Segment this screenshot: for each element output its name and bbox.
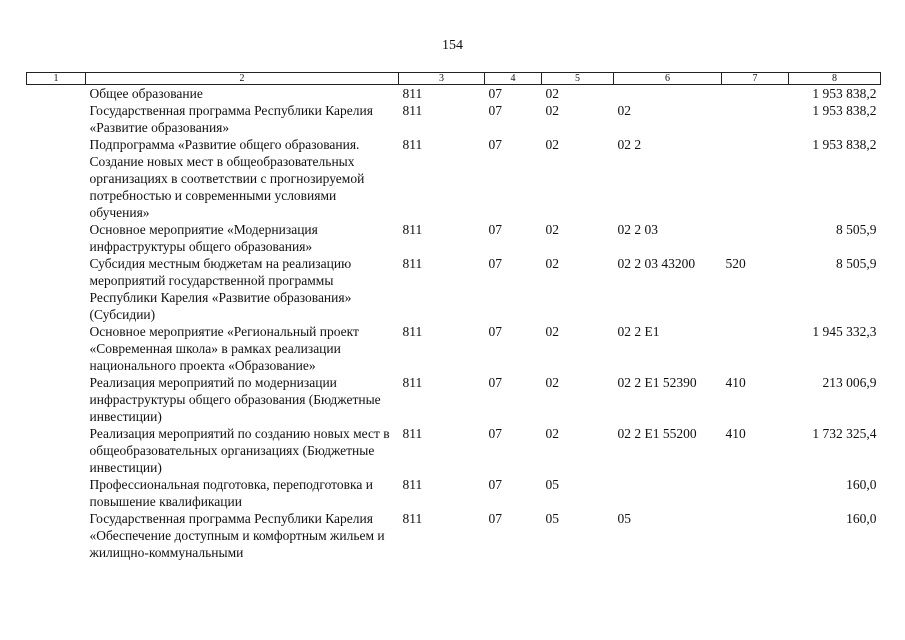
- column-number-header: 7: [722, 73, 789, 85]
- subsection-code-cell: 02: [545, 103, 559, 118]
- item-name-cell: Реализация мероприятий по модернизации инфраструктуры общего образования (Бюджетные инвестиции): [89, 375, 381, 424]
- item-name-cell: Основное мероприятие «Региональный проект «Современная школа» в рамках реализации национального проекта «Образование»: [89, 324, 359, 373]
- amount-cell: 213 006,9: [822, 375, 877, 390]
- amount-cell: 1 953 838,2: [812, 103, 877, 118]
- item-name-cell: Субсидия местным бюджетам на реализацию мероприятий государственной программы Республики Карелия «Развитие образования» (Субсидии): [89, 256, 352, 322]
- expense-type-cell: [722, 323, 789, 374]
- table-body: [27, 85, 881, 562]
- table-row: [27, 255, 881, 323]
- table-row: [27, 476, 881, 510]
- ministry-code-cell: 811: [402, 137, 423, 152]
- empty-cell: [27, 102, 86, 136]
- ministry-code-cell: 811: [402, 375, 423, 390]
- expense-type-cell: [722, 102, 789, 136]
- target-article-cell: 02 2 E1: [617, 324, 660, 339]
- amount-cell: 8 505,9: [836, 256, 877, 271]
- target-article-cell: 02 2 E1 55200: [617, 426, 697, 441]
- section-code-cell: 07: [488, 511, 502, 526]
- item-name-cell: Государственная программа Республики Карелия «Обеспечение доступным и комфортным жильем и жилищно-коммунальными: [89, 511, 385, 560]
- ministry-code-cell: 811: [402, 324, 423, 339]
- subsection-code-cell: 02: [545, 86, 559, 101]
- table-header: [27, 73, 881, 85]
- ministry-code-cell: 811: [402, 86, 423, 101]
- ministry-code-cell: 811: [402, 256, 423, 271]
- section-code-cell: 07: [488, 256, 502, 271]
- column-number-header: 1: [27, 73, 86, 85]
- ministry-code-cell: 811: [402, 511, 423, 526]
- table-row: [27, 85, 881, 103]
- empty-cell: [27, 85, 86, 103]
- target-article-cell: 02: [617, 103, 631, 118]
- table-row: [27, 425, 881, 476]
- empty-cell: [27, 476, 86, 510]
- amount-cell: 1 953 838,2: [812, 86, 877, 101]
- item-name-cell: Реализация мероприятий по созданию новых мест в общеобразовательных организациях (Бюджетные инвестиции): [89, 426, 390, 475]
- table-row: [27, 221, 881, 255]
- section-code-cell: 07: [488, 375, 502, 390]
- ministry-code-cell: 811: [402, 103, 423, 118]
- target-article-cell: 02 2 03 43200: [617, 256, 696, 271]
- empty-cell: [27, 136, 86, 221]
- subsection-code-cell: 02: [545, 375, 559, 390]
- section-code-cell: 07: [488, 222, 502, 237]
- amount-cell: 1 945 332,3: [812, 324, 877, 339]
- target-article-cell: 02 2 03: [617, 222, 658, 237]
- empty-cell: [27, 323, 86, 374]
- empty-cell: [27, 374, 86, 425]
- table-row: [27, 136, 881, 221]
- target-article-cell: 02 2 E1 52390: [617, 375, 697, 390]
- section-code-cell: 07: [488, 86, 502, 101]
- expense-type-cell: [722, 510, 789, 561]
- table-row: [27, 102, 881, 136]
- item-name-cell: Государственная программа Республики Карелия «Развитие образования»: [89, 103, 373, 135]
- table-row: [27, 374, 881, 425]
- empty-cell: [27, 510, 86, 561]
- column-number-header: 5: [542, 73, 614, 85]
- item-name-cell: Основное мероприятие «Модернизация инфраструктуры общего образования»: [89, 222, 318, 254]
- table-row: [27, 323, 881, 374]
- subsection-code-cell: 02: [545, 222, 559, 237]
- subsection-code-cell: 02: [545, 256, 559, 271]
- section-code-cell: 07: [488, 137, 502, 152]
- subsection-code-cell: 05: [545, 511, 559, 526]
- subsection-code-cell: 02: [545, 137, 559, 152]
- amount-cell: 160,0: [846, 511, 877, 526]
- subsection-code-cell: 02: [545, 426, 559, 441]
- expense-type-cell: [722, 221, 789, 255]
- section-code-cell: 07: [488, 426, 502, 441]
- column-number-header: 6: [614, 73, 722, 85]
- empty-cell: [27, 221, 86, 255]
- amount-cell: 1 732 325,4: [812, 426, 877, 441]
- expense-type-cell: [722, 476, 789, 510]
- budget-table: [26, 72, 881, 561]
- expense-type-cell: [722, 85, 789, 103]
- expense-type-cell: 410: [725, 375, 746, 390]
- expense-type-cell: 410: [725, 426, 746, 441]
- section-code-cell: 07: [488, 477, 502, 492]
- column-number-header: 2: [86, 73, 399, 85]
- subsection-code-cell: 02: [545, 324, 559, 339]
- empty-cell: [27, 255, 86, 323]
- ministry-code-cell: 811: [402, 426, 423, 441]
- item-name-cell: Профессиональная подготовка, переподготовка и повышение квалификации: [89, 477, 373, 509]
- column-number-header: 8: [789, 73, 881, 85]
- target-article-cell: 02 2: [617, 137, 642, 152]
- item-name-cell: Общее образование: [89, 86, 203, 101]
- section-code-cell: 07: [488, 103, 502, 118]
- ministry-code-cell: 811: [402, 222, 423, 237]
- amount-cell: 8 505,9: [836, 222, 877, 237]
- header-row: [27, 73, 881, 85]
- table-row: [27, 510, 881, 561]
- expense-type-cell: [722, 136, 789, 221]
- target-article-cell: [614, 476, 722, 510]
- column-number-header: 3: [399, 73, 485, 85]
- target-article-cell: 05: [617, 511, 631, 526]
- target-article-cell: [614, 85, 722, 103]
- amount-cell: 160,0: [846, 477, 877, 492]
- column-number-header: 4: [485, 73, 542, 85]
- empty-cell: [27, 425, 86, 476]
- amount-cell: 1 953 838,2: [812, 137, 877, 152]
- page-number: 154: [442, 38, 463, 53]
- item-name-cell: Подпрограмма «Развитие общего образования. Создание новых мест в общеобразовательных организациях в соответствии с прогнозируемой потребностью и современными условиями обучения»: [89, 137, 365, 220]
- subsection-code-cell: 05: [545, 477, 559, 492]
- ministry-code-cell: 811: [402, 477, 423, 492]
- expense-type-cell: 520: [725, 256, 746, 271]
- section-code-cell: 07: [488, 324, 502, 339]
